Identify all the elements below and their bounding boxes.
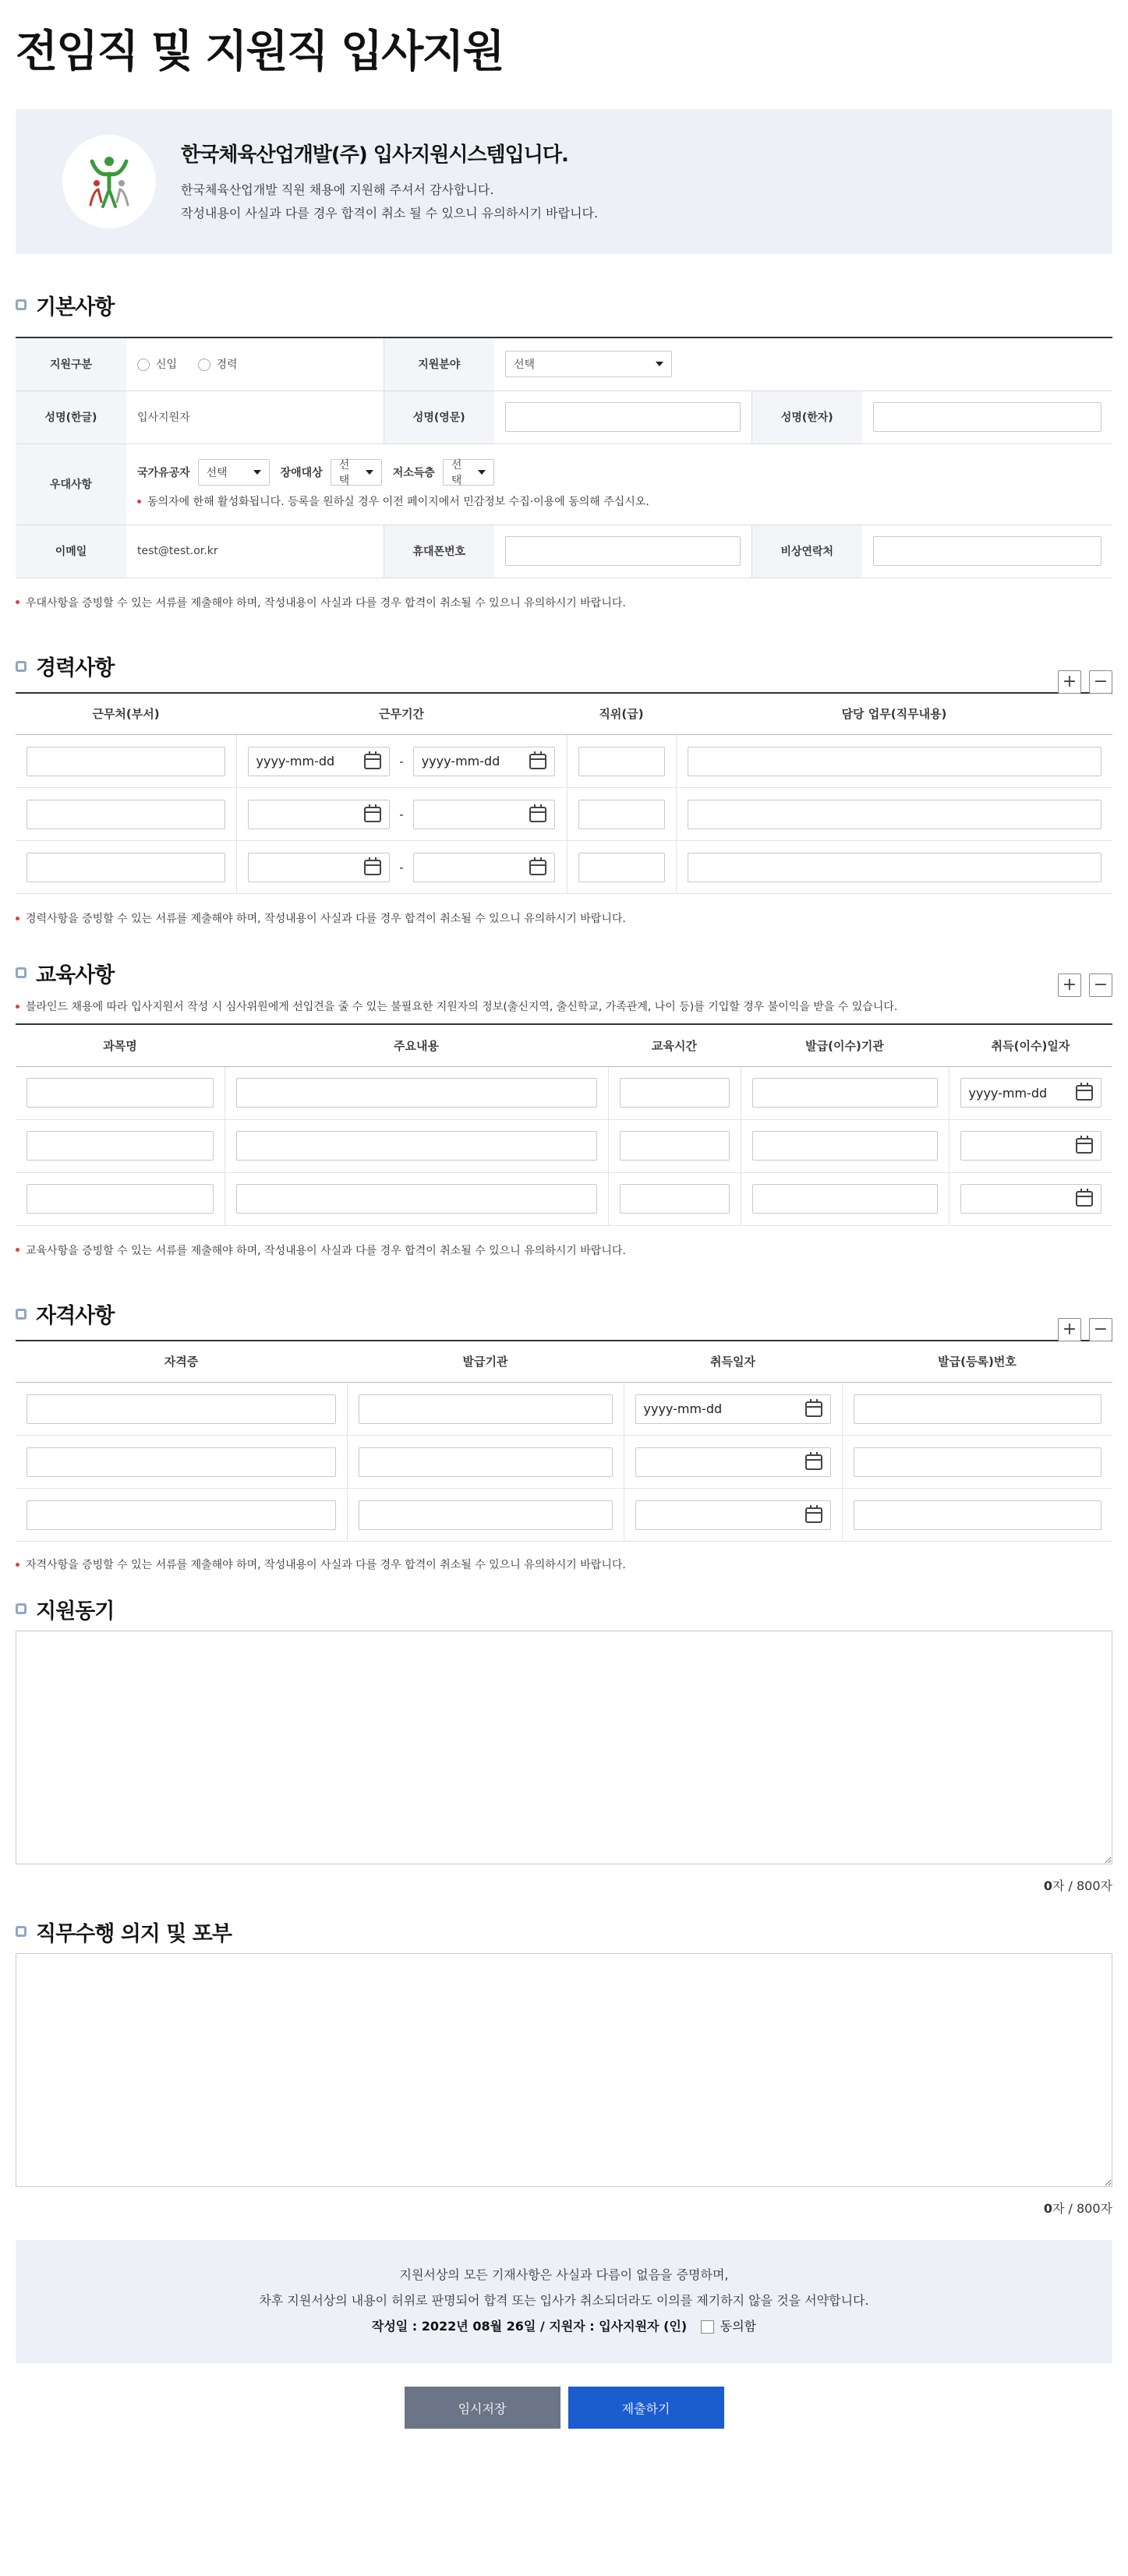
- pledge-line-1: 지원서상의 모든 기재사항은 사실과 다름이 없음을 증명하며,: [399, 2267, 729, 2282]
- career-section-header: [16, 627, 1112, 692]
- career-footnote: [16, 894, 1112, 942]
- emergency-label: 비상연락처: [751, 525, 862, 578]
- mobile-input[interactable]: [505, 536, 741, 566]
- pref-low-select[interactable]: [443, 459, 494, 486]
- table-row: [16, 1119, 1112, 1172]
- career-company-input[interactable]: [27, 853, 225, 882]
- license-add-button[interactable]: +: [1058, 1318, 1081, 1341]
- career-company-input[interactable]: [27, 800, 225, 829]
- basic-section-title: 기본사항: [36, 295, 115, 320]
- bullet-icon: [16, 1563, 19, 1567]
- license-name-input[interactable]: [27, 1394, 336, 1424]
- education-date-input[interactable]: [960, 1078, 1102, 1108]
- pref-disabled-select[interactable]: [331, 459, 382, 486]
- table-row: [16, 841, 1112, 894]
- intro-line-1: 한국체육산업개발 직원 채용에 지원해 주셔서 감사합니다.: [181, 182, 494, 197]
- career-duty-input[interactable]: [688, 800, 1102, 829]
- table-row: [16, 1383, 1112, 1436]
- table-row: [16, 735, 1112, 788]
- education-subject-input[interactable]: [27, 1184, 214, 1214]
- calendar-icon: [1076, 1085, 1093, 1101]
- type-new-radio[interactable]: [137, 359, 177, 371]
- name-eng-input[interactable]: [505, 402, 741, 432]
- save-draft-button[interactable]: 임시저장: [405, 2387, 560, 2429]
- intro-line-2: 작성내용이 사실과 다를 경우 합격이 취소 될 수 있으니 유의하시기 바랍니다.: [181, 205, 599, 221]
- education-content-input[interactable]: [236, 1131, 597, 1161]
- intro-panel: [16, 109, 1112, 254]
- field-select[interactable]: [505, 351, 672, 377]
- education-col-hours: 교육시간: [608, 1024, 741, 1066]
- basic-footnote-text: 우대사항을 증빙할 수 있는 서류를 제출해야 하며, 작성내용이 사실과 다를 경우 합격이 취소될 수 있으니 유의하시기 바랍니다.: [26, 596, 626, 610]
- career-company-input[interactable]: [27, 747, 225, 776]
- type-new-label: 신입: [156, 359, 178, 372]
- calendar-icon: [529, 807, 546, 822]
- emergency-input[interactable]: [873, 536, 1101, 566]
- license-issuer-input[interactable]: [359, 1394, 613, 1424]
- section-bullet-icon: [16, 1926, 27, 1937]
- date-placeholder: yyyy-mm-dd: [643, 1401, 723, 1416]
- pledge-line-2: 차후 지원서상의 내용이 허위로 판명되어 합격 또는 입사가 취소되더라도 이의를 제기하지 않을 것을 서약합니다.: [259, 2293, 869, 2308]
- basic-footnote: [16, 578, 1112, 627]
- pledge-panel: [16, 2240, 1112, 2363]
- motive-count-value: 0: [1043, 1878, 1052, 1893]
- education-hours-input[interactable]: [620, 1078, 730, 1108]
- ambition-char-count: [16, 2187, 1112, 2240]
- pref-label: 우대사항: [16, 443, 126, 525]
- education-hours-input[interactable]: [620, 1131, 730, 1161]
- basic-info-table: [16, 337, 1112, 578]
- type-career-radio[interactable]: [198, 359, 238, 371]
- pledge-sign-text: 작성일 : 2022년 08월 26일 / 지원자 : 입사지원자 (인): [371, 2319, 688, 2334]
- motive-section-header: [16, 1587, 1112, 1631]
- license-number-input[interactable]: [854, 1394, 1102, 1424]
- education-col-subject: 과목명: [16, 1024, 225, 1066]
- career-section-title: 경력사항: [36, 656, 115, 680]
- date-separator: -: [399, 754, 404, 769]
- license-section-header: [16, 1274, 1112, 1340]
- date-separator: -: [399, 807, 404, 822]
- page-title: 전임직 및 지원직 입사지원: [16, 27, 504, 77]
- license-table: [16, 1340, 1112, 1542]
- education-col-date: 취득(이수)일자: [949, 1024, 1112, 1066]
- pref-low-value: 선택: [451, 459, 462, 487]
- date-placeholder: yyyy-mm-dd: [968, 1085, 1048, 1101]
- bullet-icon: [16, 917, 19, 921]
- license-number-input[interactable]: [854, 1447, 1102, 1477]
- license-section-title: 자격사항: [36, 1304, 115, 1328]
- date-separator: -: [399, 860, 404, 875]
- email-label: 이메일: [16, 525, 126, 578]
- license-col-number: 발급(등록)번호: [842, 1341, 1112, 1383]
- career-remove-button[interactable]: −: [1089, 670, 1112, 694]
- education-col-issuer: 발급(이수)기관: [741, 1024, 949, 1066]
- pref-disabled-label: 장애대상: [280, 467, 323, 479]
- education-footnote-text: 교육사항을 증빙할 수 있는 서류를 제출해야 하며, 작성내용이 사실과 다를 경우 합격이 취소될 수 있으니 유의하시기 바랍니다.: [26, 1244, 626, 1257]
- career-col-company: 근무처(부서): [16, 693, 236, 735]
- education-content-input[interactable]: [236, 1184, 597, 1214]
- license-number-input[interactable]: [854, 1500, 1102, 1530]
- pref-note: [137, 493, 1101, 509]
- action-buttons: [16, 2363, 1112, 2457]
- career-position-input[interactable]: [578, 747, 665, 776]
- calendar-icon: [364, 860, 381, 875]
- date-placeholder: yyyy-mm-dd: [256, 754, 335, 769]
- license-issuer-input[interactable]: [359, 1500, 613, 1530]
- career-duty-input[interactable]: [688, 853, 1102, 882]
- education-issuer-input[interactable]: [752, 1078, 938, 1108]
- calendar-icon: [364, 807, 381, 822]
- ambition-textarea[interactable]: [16, 1953, 1112, 2187]
- logo: [62, 135, 156, 228]
- license-col-issuer: 발급기관: [347, 1341, 624, 1383]
- field-label: 지원분야: [384, 337, 494, 390]
- mobile-label: 휴대폰번호: [384, 525, 494, 578]
- license-name-input[interactable]: [27, 1447, 336, 1477]
- ambition-count-suffix: 자 / 800자: [1052, 2201, 1112, 2216]
- date-placeholder: yyyy-mm-dd: [421, 754, 500, 769]
- type-career-label: 경력: [216, 359, 238, 372]
- license-footnote: [16, 1542, 1112, 1587]
- education-notice: [16, 998, 897, 1014]
- career-start-date[interactable]: [248, 747, 391, 776]
- education-table: [16, 1023, 1112, 1226]
- education-issuer-input[interactable]: [752, 1131, 938, 1161]
- calendar-icon: [805, 1401, 822, 1417]
- calendar-icon: [364, 754, 381, 769]
- chevron-down-icon: [253, 470, 261, 475]
- career-duty-input[interactable]: [688, 747, 1102, 776]
- name-han-label: 성명(한자): [751, 390, 862, 443]
- calendar-icon: [805, 1454, 822, 1470]
- bullet-icon: [16, 1005, 19, 1009]
- education-date-input[interactable]: [960, 1184, 1102, 1214]
- motive-section-title: 지원동기: [36, 1599, 115, 1624]
- education-hours-input[interactable]: [620, 1184, 730, 1214]
- motive-char-count: [16, 1864, 1112, 1910]
- agree-label: 동의함: [720, 2319, 757, 2334]
- education-col-content: 주요내용: [225, 1024, 608, 1066]
- career-start-date[interactable]: [248, 800, 391, 829]
- field-select-value: 선택: [514, 359, 536, 372]
- section-bullet-icon: [16, 299, 27, 310]
- submit-button[interactable]: 제출하기: [568, 2387, 724, 2429]
- career-col-position: 직위(급): [567, 693, 676, 735]
- license-footnote-text: 자격사항을 증빙할 수 있는 서류를 제출해야 하며, 작성내용이 사실과 다를 경우 합격이 취소될 수 있으니 유의하시기 바랍니다.: [26, 1559, 626, 1571]
- motive-textarea[interactable]: [16, 1631, 1112, 1864]
- pref-note-text: 동의자에 한해 활성화됩니다. 등록을 원하실 경우 이전 페이지에서 민감정보 수집·이용에 동의해 주십시오.: [147, 496, 649, 508]
- pref-merit-value: 선택: [206, 467, 228, 479]
- career-add-button[interactable]: +: [1058, 670, 1081, 694]
- education-subject-input[interactable]: [27, 1131, 214, 1161]
- education-content-input[interactable]: [236, 1078, 597, 1108]
- radio-icon: [137, 359, 150, 371]
- section-bullet-icon: [16, 1603, 27, 1614]
- career-col-duty: 담당 업무(직무내용): [676, 693, 1112, 735]
- education-subject-input[interactable]: [27, 1078, 214, 1108]
- calendar-icon: [1076, 1138, 1093, 1154]
- name-han-input[interactable]: [873, 402, 1101, 432]
- table-row: [16, 1436, 1112, 1489]
- license-col-name: 자격증: [16, 1341, 347, 1383]
- table-row: [16, 1066, 1112, 1119]
- name-kor-value: 입사지원자: [126, 390, 384, 443]
- education-issuer-input[interactable]: [752, 1184, 938, 1214]
- career-end-date[interactable]: [413, 747, 556, 776]
- ambition-count-value: 0: [1043, 2201, 1052, 2216]
- license-date-input[interactable]: [635, 1500, 831, 1530]
- calendar-icon: [805, 1507, 822, 1523]
- name-kor-label: 성명(한글): [16, 390, 126, 443]
- chevron-down-icon: [656, 362, 663, 366]
- license-date-input[interactable]: [635, 1447, 831, 1477]
- table-row: [16, 788, 1112, 841]
- career-end-date[interactable]: [413, 853, 556, 882]
- type-label: 지원구분: [16, 337, 126, 390]
- radio-icon: [198, 359, 210, 371]
- calendar-icon: [529, 754, 546, 769]
- intro-title: 한국체육산업개발(주) 입사지원시스템입니다.: [181, 143, 568, 167]
- name-eng-label: 성명(영문): [384, 390, 494, 443]
- basic-section-header: [16, 254, 1112, 337]
- email-value: test@test.or.kr: [126, 525, 384, 578]
- license-col-date: 취득일자: [624, 1341, 842, 1383]
- bullet-icon: [16, 1248, 19, 1252]
- table-row: [16, 1172, 1112, 1225]
- pledge-line-3: [16, 2313, 1112, 2339]
- education-section-title: 교육사항: [36, 963, 115, 988]
- ambition-section-title: 직무수행 의지 및 포부: [36, 1921, 232, 1946]
- education-add-button[interactable]: +: [1058, 974, 1081, 997]
- motive-count-suffix: 자 / 800자: [1052, 1878, 1112, 1893]
- pref-merit-select[interactable]: [198, 459, 270, 486]
- pref-merit-label: 국가유공자: [137, 467, 190, 479]
- education-remove-button[interactable]: −: [1089, 974, 1112, 997]
- calendar-icon: [1076, 1191, 1093, 1207]
- career-col-period: 근무기간: [236, 693, 567, 735]
- career-end-date[interactable]: [413, 800, 556, 829]
- chevron-down-icon: [366, 470, 373, 475]
- license-date-input[interactable]: [635, 1394, 831, 1424]
- career-position-input[interactable]: [578, 853, 665, 882]
- career-position-input[interactable]: [578, 800, 665, 829]
- license-remove-button[interactable]: −: [1089, 1318, 1112, 1341]
- bullet-icon: [137, 500, 141, 504]
- section-bullet-icon: [16, 661, 27, 672]
- chevron-down-icon: [478, 470, 486, 475]
- education-footnote: [16, 1226, 1112, 1274]
- calendar-icon: [529, 860, 546, 875]
- bullet-icon: [16, 600, 19, 604]
- education-date-input[interactable]: [960, 1131, 1102, 1161]
- logo-icon: [78, 150, 140, 213]
- pref-disabled-value: 선택: [338, 459, 350, 487]
- career-start-date[interactable]: [248, 853, 391, 882]
- agree-checkbox[interactable]: [701, 2320, 714, 2334]
- education-section-header: [16, 942, 1112, 1023]
- table-row: [16, 1489, 1112, 1542]
- career-table: [16, 692, 1112, 895]
- ambition-section-header: [16, 1910, 1112, 1953]
- section-bullet-icon: [16, 1309, 27, 1320]
- license-name-input[interactable]: [27, 1500, 336, 1530]
- license-issuer-input[interactable]: [359, 1447, 613, 1477]
- career-footnote-text: 경력사항을 증빙할 수 있는 서류를 제출해야 하며, 작성내용이 사실과 다를 경우 합격이 취소될 수 있으니 유의하시기 바랍니다.: [26, 913, 626, 925]
- section-bullet-icon: [16, 967, 27, 978]
- education-notice-text: 블라인드 채용에 따라 입사지원서 작성 시 심사위원에게 선입견을 줄 수 있는 불필요한 지원자의 정보(출신지역, 출신학교, 가족관계, 나이 등)를 기입할 경우 불이익을 받을 수 있습니다.: [26, 1001, 898, 1013]
- pref-low-label: 저소득층: [392, 467, 435, 479]
